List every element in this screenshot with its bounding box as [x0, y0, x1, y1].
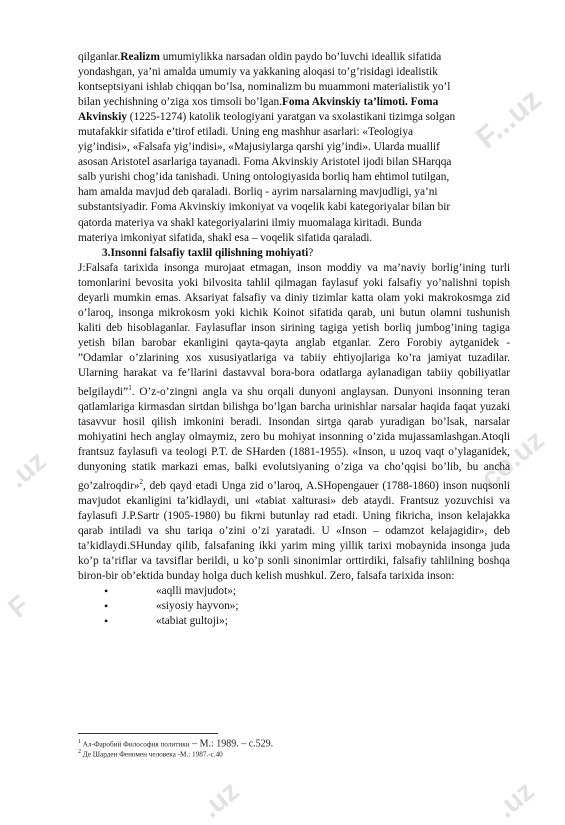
paragraph-human-philosophy: J:Falsafa tarixida insonga murojaat etmagan, inson moddiy va ma’naviy borlig’ining turli tomonlarini bevosita yoki bilvosita tahlil qilmagan faylasuf yoki falsafiy yo’nalishni topish deyarli mumkin emas. Aksariyat falsafiy va diniy tizimlar katta olam yoki makrokosmga zid o’laroq, insonga mikrokosm yoki kichik Koinot sifatida qarab, uni butun olamni tushunish kaliti deb hisoblaganlar. Faylasuflar inson sirining tagiga yetish borliq jumbog’ining tagiga yetish bilan barobar ekanligini qayta-qayta anglab etganlar. Zero Forobiy aytganidek - ”Odamlar o’zlarining xos xususiyatlariga va tabiiy ehtiyojlariga ko’ra jamiyat tuzadilar. Ularning harakat va fe’llarini dastavval bora-bora odatlarga aylanadigan tabiiy qobiliyatlar belgilaydi”$^1$. O’z-o’zingni angla va shu orqali dunyoni anglaysan. Dunyoni insonning teran qatlamlariga kirmasdan sirtdan bilishga bo’lgan barcha urinishlar narsalar haqida faqat yuzaki tasavvur hosil qilish imkonini beradi. Insondan sirtga qarab yuradigan bo’lsak, narsalar mohiyatini hech anglay olmaymiz, zero bu mohiyat insonning o’zida mujassamlashgan.Atoqli frantsuz faylasufi va teologi P.T. de SHarden (1881-1955). «Inson, u uzoq vaqt o’ylaganidek, dunyoning statik markazi emas, balki evolutsiyaning o’ziga va cho’qqisi bo’lib, bu ancha go’zalroqdir»$^2$, deb qayd etadi Unga zid o’laroq, A.SHopengauer (1788-1860) inson nuqsonli mavjudot ekanligini ta’kidlaydi, uni «tabiat xalturasi» deb ataydi. Frantsuz yozuvchisi va faylasufi J.P.Sartr (1905-1980) bu fikrni butunlay rad etadi. Uning fikricha, inson kelajakka qarab intiladi va shu tariqa o’zini o’zi yaratadi. U «Inson – odamzot kelajagidir», deb ta’kidlaydi.SHunday qilib, falsafaning ikki yarim ming yillik tarixi mobaynida insonga juda ko’p ta’riflar va tavsiflar berildi, u ko’p sonli sinonimlar orttirdiki, falsafiy tahlilning boshqa biron-bir ob’ektida bunday holga duch kelish mushkul. Zero, falsafa tarixida inson: — [78, 261, 510, 583]
subheading-foma: Foma Akvinskiy ta’limoti. Foma — [281, 96, 439, 109]
watermark: .uz — [2, 445, 52, 494]
text-line: mutafakkir sifatida e’tirof etiladi. Uning eng mashhur asarlari: «Teologiya — [78, 126, 413, 139]
text-line: qatorda materiya va shakl kategoriyalarini ilmiy muomalaga kiritadi. Bunda — [78, 216, 422, 229]
text-line: kontseptsiyani ishlab chiqqan bo’lsa, nominalizm bu muammoni materialistik yo’l — [78, 81, 451, 94]
text-line: ham amalda mavjud deb qaraladi. Borliq - ayrim narsalarning mavjudligi, ya’ni — [78, 186, 438, 199]
text-line: asosan Aristotel asarlariga tayanadi. Foma Akvinskiy Aristotel ijodi bilan SHarqqa — [78, 156, 452, 169]
footnote-divider — [78, 733, 218, 734]
text-line: yig’indisi», «Falsafa yig’indisi», «Majusiylarga qarshi yig’indi». Ularda muallif — [78, 141, 440, 154]
bullet-icon: • — [104, 584, 109, 599]
list-item: • «aqlli mavjudot»; — [104, 584, 237, 599]
document-page — [78, 50, 510, 629]
text-line: bilan yechishning o’ziga xos timsoli bo’lgan.Foma Akvinskiy ta’limoti. Foma — [78, 96, 439, 109]
definitions-list — [78, 584, 510, 629]
text-line: Akvinskiy (1225-1274) katolik teologiyani yaratgan va sxolastikani tizimga solgan — [78, 111, 456, 124]
watermark: .uz — [490, 775, 540, 824]
watermark: co.uz — [475, 424, 550, 494]
watermark: F...uz — [470, 82, 548, 156]
footnote-ref-2[interactable]: 2 — [139, 478, 143, 487]
footnote-ref-1[interactable]: 1 — [128, 384, 132, 393]
term-realizm: Realizm — [120, 51, 160, 63]
footnote-1: $^1$ Ал-Фаробий Философия политики – М.: 1989. – с.529. — [78, 738, 274, 750]
text-line: substantsiyadir. Foma Akvinskiy imkoniyat va voqelik kabi kategoriyalar bilan bir — [78, 201, 451, 214]
list-item: • «tabiat gultoji»; — [104, 614, 228, 629]
text-line: materiya imkoniyat sifatida, shakl esa – voqelik sifatida qaraladi. — [78, 231, 373, 244]
text-line: salb yurishi chog’ida tanishadi. Uning ontologiyasida borliq ham ehtimol tutilgan, — [78, 171, 450, 184]
footnote-2: $^2$ Де Шарден Феномен человека -М.: 1987.-с.40 — [78, 749, 223, 759]
watermark: F — [2, 589, 36, 624]
watermark: .uz — [195, 775, 245, 824]
bullet-icon: • — [104, 599, 109, 614]
paragraph-realism-foma — [78, 50, 510, 246]
text-line: qilganlar.Realizm umumiylikka narsadan oldin paydo bo’luvchi ideallik sifatida — [78, 51, 442, 63]
text-line: yondashgan, ya’ni amalda umumiy va yakkaning aloqasi to’g’risidagi idealistik — [78, 66, 438, 79]
section-heading: 3.Insonni falsafiy taxlil qilishning mohiyati? — [102, 246, 314, 259]
bullet-icon: • — [104, 614, 109, 629]
list-item: • «siyosiy hayvon»; — [104, 599, 239, 614]
